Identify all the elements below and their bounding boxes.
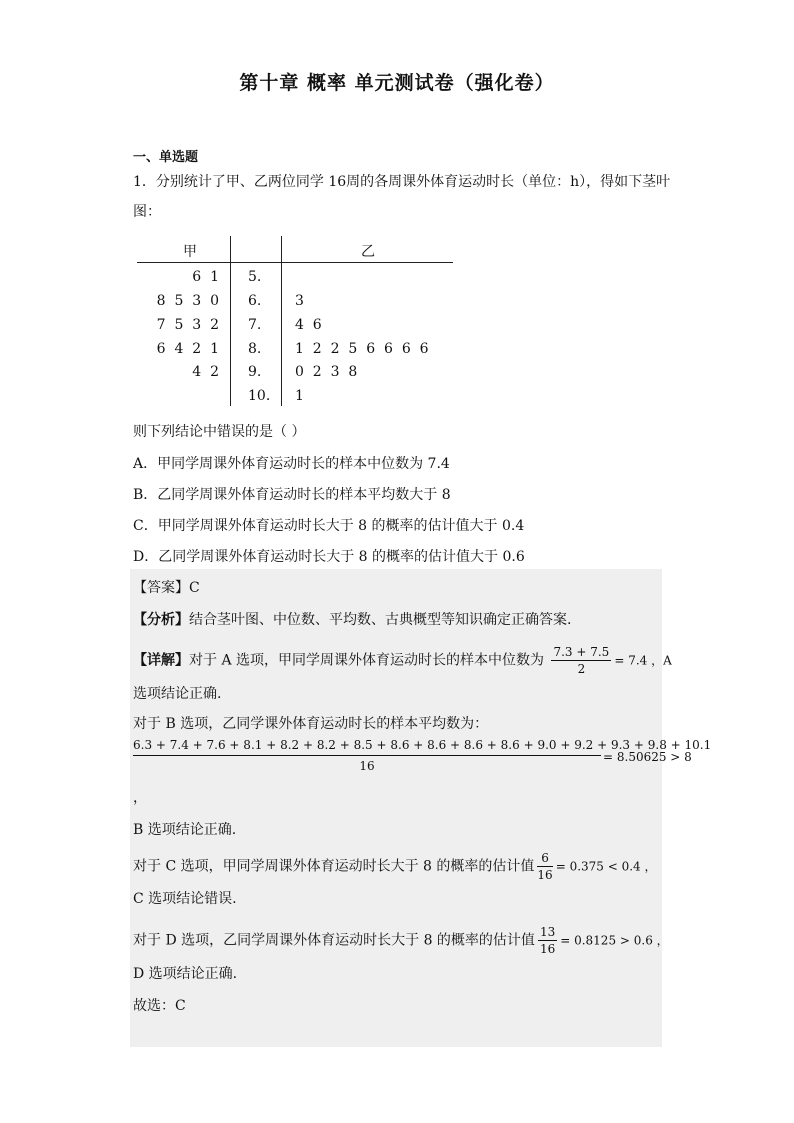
stem: 5. <box>248 269 262 285</box>
detail-a-line <box>133 645 672 676</box>
fraction-b-result: = 8.50625 > 8 <box>603 750 692 764</box>
left-leaves: 6 4 2 1 <box>156 341 219 357</box>
stem: 8. <box>248 341 262 357</box>
fraction-d-denominator: 16 <box>539 942 556 956</box>
stem-row <box>137 341 453 363</box>
fraction-c <box>537 851 552 882</box>
detail-c-text: 对于 C 选项，甲同学周课外体育运动时长大于 8 的概率的估计值 <box>133 858 535 875</box>
stem-row <box>137 388 453 410</box>
detail-a-text: 对于 A 选项，甲同学周课外体育运动时长的样本中位数为 <box>189 652 545 669</box>
analysis-text: 结合茎叶图、中位数、平均数、古典概型等知识确定正确答案. <box>189 612 572 628</box>
fraction-a-denominator: 2 <box>577 662 586 676</box>
right-leaves: 4 6 <box>295 317 322 333</box>
fraction-a-numerator: 7.3 + 7.5 <box>553 645 610 659</box>
left-leaves: 4 2 <box>192 364 219 380</box>
fraction-b-denominator: 16 <box>359 759 375 773</box>
stem-row <box>137 293 453 315</box>
fraction-b-numerator: 6.3 + 7.4 + 7.6 + 8.1 + 8.2 + 8.2 + 8.5 + 8.6 + 8.6 + 8.6 + 8.6 + 9.0 + 9.2 + 9.3 + 9.8 + 10.1 <box>133 738 601 756</box>
fraction-d-numerator: 13 <box>539 925 556 939</box>
fraction-c-denominator: 16 <box>537 868 553 882</box>
section-heading: 一、单选题 <box>133 150 199 165</box>
final-choice: 故选：C <box>133 998 186 1014</box>
detail-d-text: 对于 D 选项，乙同学周课外体育运动时长大于 8 的概率的估计值 <box>133 932 535 949</box>
conclusion-b: B 选项结论正确. <box>133 822 237 838</box>
detail-c-line <box>133 851 657 882</box>
detail-c-result: = 0.375 < 0.4 ， <box>555 859 657 874</box>
left-header: 甲 <box>183 244 197 260</box>
stem-row <box>137 269 453 291</box>
left-leaves: 7 5 3 2 <box>156 317 219 333</box>
stem: 10. <box>248 388 271 404</box>
option-b: B．乙同学周课外体育运动时长的样本平均数大于 8 <box>133 487 451 503</box>
detail-b-line: 对于 B 选项，乙同学课外体育运动时长的样本平均数为： <box>133 716 489 732</box>
right-header: 乙 <box>361 244 375 260</box>
detail-d-result: = 0.8125 > 0.6 ， <box>560 933 669 948</box>
comma: ， <box>133 790 147 806</box>
left-leaves: 6 1 <box>192 269 219 285</box>
fraction-a <box>551 645 611 676</box>
conclusion-c: C 选项结论错误. <box>133 891 237 907</box>
right-leaves: 1 2 2 5 6 6 6 6 <box>295 341 429 357</box>
question-stem-line-1: 1．分别统计了甲、乙两位同学 16周的各周课外体育运动时长（单位：h），得如下茎叶 <box>133 174 671 190</box>
stem: 7. <box>248 317 262 333</box>
page-title: 第十章 概率 单元测试卷（强化卷） <box>239 72 555 94</box>
detail-a-line-2: 选项结论正确. <box>133 686 222 702</box>
fraction-c-numerator: 6 <box>537 851 552 867</box>
answer-line: 【答案】C <box>133 580 200 596</box>
stem-row <box>137 364 453 386</box>
fraction-d <box>538 925 557 956</box>
detail-a-result: = 7.4 ，A <box>614 653 672 668</box>
detail-tag: 【详解】 <box>133 652 189 669</box>
right-leaves: 0 2 3 8 <box>295 364 358 380</box>
analysis-line <box>133 609 571 629</box>
option-d: D．乙同学周课外体育运动时长大于 8 的概率的估计值大于 0.6 <box>133 549 525 565</box>
right-leaves: 3 <box>295 293 304 309</box>
detail-d-line <box>133 925 669 956</box>
header-divider <box>137 262 453 263</box>
question-prompt: 则下列结论中错误的是（ ） <box>133 424 306 440</box>
stem: 9. <box>248 364 262 380</box>
left-leaves: 8 5 3 0 <box>156 293 219 309</box>
stem-row <box>137 317 453 339</box>
right-leaves: 1 <box>295 388 304 404</box>
option-c: C．甲同学周课外体育运动时长大于 8 的概率的估计值大于 0.4 <box>133 518 525 534</box>
analysis-tag: 【分析】 <box>133 612 189 628</box>
option-a: A．甲同学周课外体育运动时长的样本中位数为 7.4 <box>133 456 450 472</box>
stem: 6. <box>248 293 262 309</box>
conclusion-d: D 选项结论正确. <box>133 966 238 982</box>
question-stem-line-2: 图： <box>133 204 161 220</box>
stem-leaf-plot <box>137 236 453 406</box>
